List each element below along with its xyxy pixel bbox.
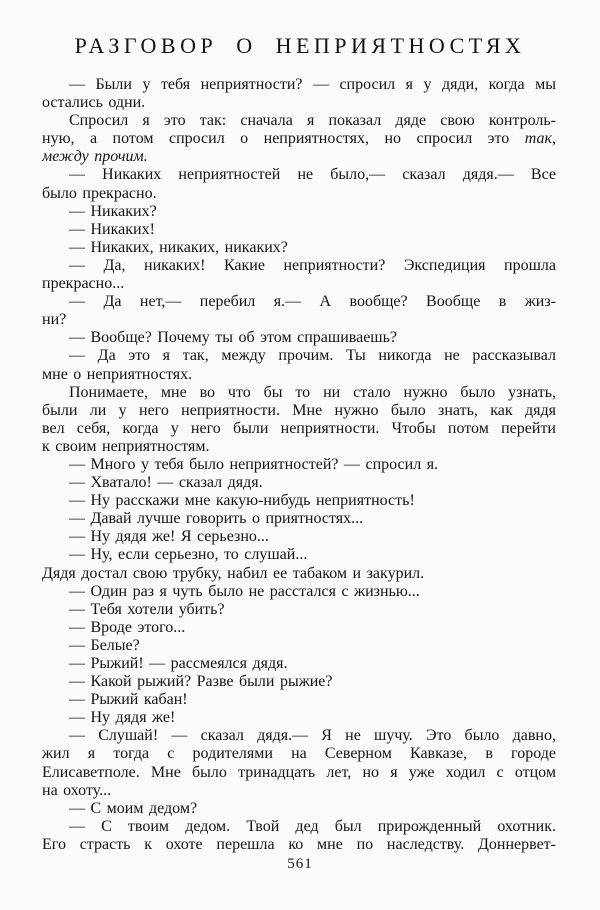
emphasized-text: между прочим. [42, 148, 148, 166]
text-line [42, 456, 556, 474]
text-run: — Рыжий! — рассмеялся дядя. [69, 655, 288, 672]
text-line [42, 275, 556, 293]
text-line [42, 148, 556, 166]
text-run: Его страсть к охоте перешла ко мне по наследству. Доннервет- [42, 835, 556, 853]
text-run: — Слушай! — сказал дядя.— Я не шучу. Это было давно, [69, 727, 556, 745]
text-line [42, 655, 556, 673]
text-line [42, 239, 556, 257]
text-run: — Да, никаких! Какие неприятности? Экспедиция прошла [69, 256, 556, 274]
text-line [42, 492, 556, 510]
text-line [42, 800, 556, 818]
text-run: — Давай лучше говорить о приятностях... [69, 510, 364, 528]
text-line [42, 311, 556, 329]
text-line [42, 112, 556, 130]
text-run: — Какой рыжий? Разве были рыжие? [69, 673, 333, 691]
text-run: — Ну дядя же! Я серьезно... [69, 528, 269, 546]
chapter-title: РАЗГОВОР О НЕПРИЯТНОСТЯХ [74, 33, 526, 58]
text-block [42, 76, 556, 854]
text-run: Спросил я это так: сначала я показал дяде свою контроль- [69, 112, 556, 130]
text-line [42, 185, 556, 203]
text-line [42, 510, 556, 528]
text-line [42, 528, 556, 546]
text-line [42, 329, 556, 347]
text-line [42, 347, 556, 365]
text-line [42, 166, 556, 184]
text-line [42, 818, 556, 836]
text-line [42, 601, 556, 619]
text-line [42, 764, 556, 782]
text-run: остались одни. [42, 94, 146, 112]
text-run: — Вроде этого... [69, 618, 186, 636]
text-line [42, 637, 556, 655]
text-run: жил я тогда с родителями на Северном Кавказе, в городе [42, 745, 556, 763]
text-run: мне о неприятностях. [42, 365, 193, 383]
text-line [42, 546, 556, 564]
text-line [42, 94, 556, 112]
text-line [42, 583, 556, 601]
text-line [42, 130, 556, 148]
text-run: — Никаких? [69, 202, 157, 220]
text-run: Дядя достал свою трубку, набил ее табаком и закурил. [42, 564, 425, 582]
text-run: ную, а потом спросил о неприятностях, но спросил это [42, 130, 525, 148]
text-line [42, 836, 556, 854]
text-line [42, 691, 556, 709]
text-run: — Никаких! [69, 220, 155, 238]
text-line [42, 203, 556, 221]
text-run: — Хватало! — сказал дядя. [69, 474, 263, 492]
emphasized-text: так, [524, 130, 556, 148]
text-run: — Никаких неприятностей не было,— сказал дядя.— Все [69, 166, 556, 184]
text-line [42, 76, 556, 94]
text-run: — Один раз я чуть было не расстался с жизнью... [69, 582, 420, 600]
text-run: к своим неприятностям. [42, 437, 210, 455]
page-number: 561 [287, 856, 313, 872]
text-run: были ли у него неприятности. Мне нужно было знать, как дядя [42, 401, 556, 419]
text-run: — С моим дедом? [69, 799, 198, 817]
text-line [42, 673, 556, 691]
text-line [42, 474, 556, 492]
text-run: — Вообще? Почему ты об этом спрашиваешь? [69, 329, 398, 347]
text-run: — Были у тебя неприятности? — спросил я у дяди, когда мы [69, 76, 556, 93]
text-line [42, 565, 556, 583]
text-run: вел себя, когда у него были неприятности. Чтобы потом перейти [42, 419, 556, 437]
text-line [42, 293, 556, 311]
text-run: — Белые? [69, 636, 140, 654]
text-run: — Рыжий кабан! [69, 691, 188, 709]
text-run: прекрасно... [42, 275, 125, 293]
text-line [42, 619, 556, 637]
text-run: — Никаких, никаких, никаких? [69, 238, 288, 256]
text-line [42, 257, 556, 275]
text-run: — Тебя хотели убить? [69, 600, 225, 618]
text-run: Понимаете, мне во что бы то ни стало нужно было узнать, [69, 383, 556, 401]
text-line [42, 402, 556, 420]
text-line [42, 366, 556, 384]
text-line [42, 782, 556, 800]
text-run: — Ну расскажи мне какую-нибудь неприятность! [69, 492, 415, 510]
text-run: — Ну дядя же! [69, 709, 176, 727]
text-line [42, 709, 556, 727]
text-line [42, 221, 556, 239]
text-run: — Да это я так, между прочим. Ты никогда не рассказывал [69, 347, 556, 365]
text-run: на охоту... [42, 781, 112, 799]
text-line [42, 745, 556, 763]
text-run: — Много у тебя было неприятностей? — спросил я. [69, 455, 439, 473]
text-run: — Да нет,— перебил я.— А вообще? Вообще в жиз- [69, 293, 556, 311]
text-line [42, 384, 556, 402]
text-line [42, 438, 556, 456]
text-run: Елисаветполе. Мне было тринадцать лет, но я уже ходил с отцом [42, 763, 556, 781]
text-line [42, 420, 556, 438]
text-run: — Ну, если серьезно, то слушай... [69, 546, 308, 564]
text-run: было прекрасно. [42, 184, 157, 202]
text-line [42, 727, 556, 745]
text-run: — С твоим дедом. Твой дед был прирожденный охотник. [69, 817, 556, 835]
text-run: ни? [42, 311, 67, 329]
